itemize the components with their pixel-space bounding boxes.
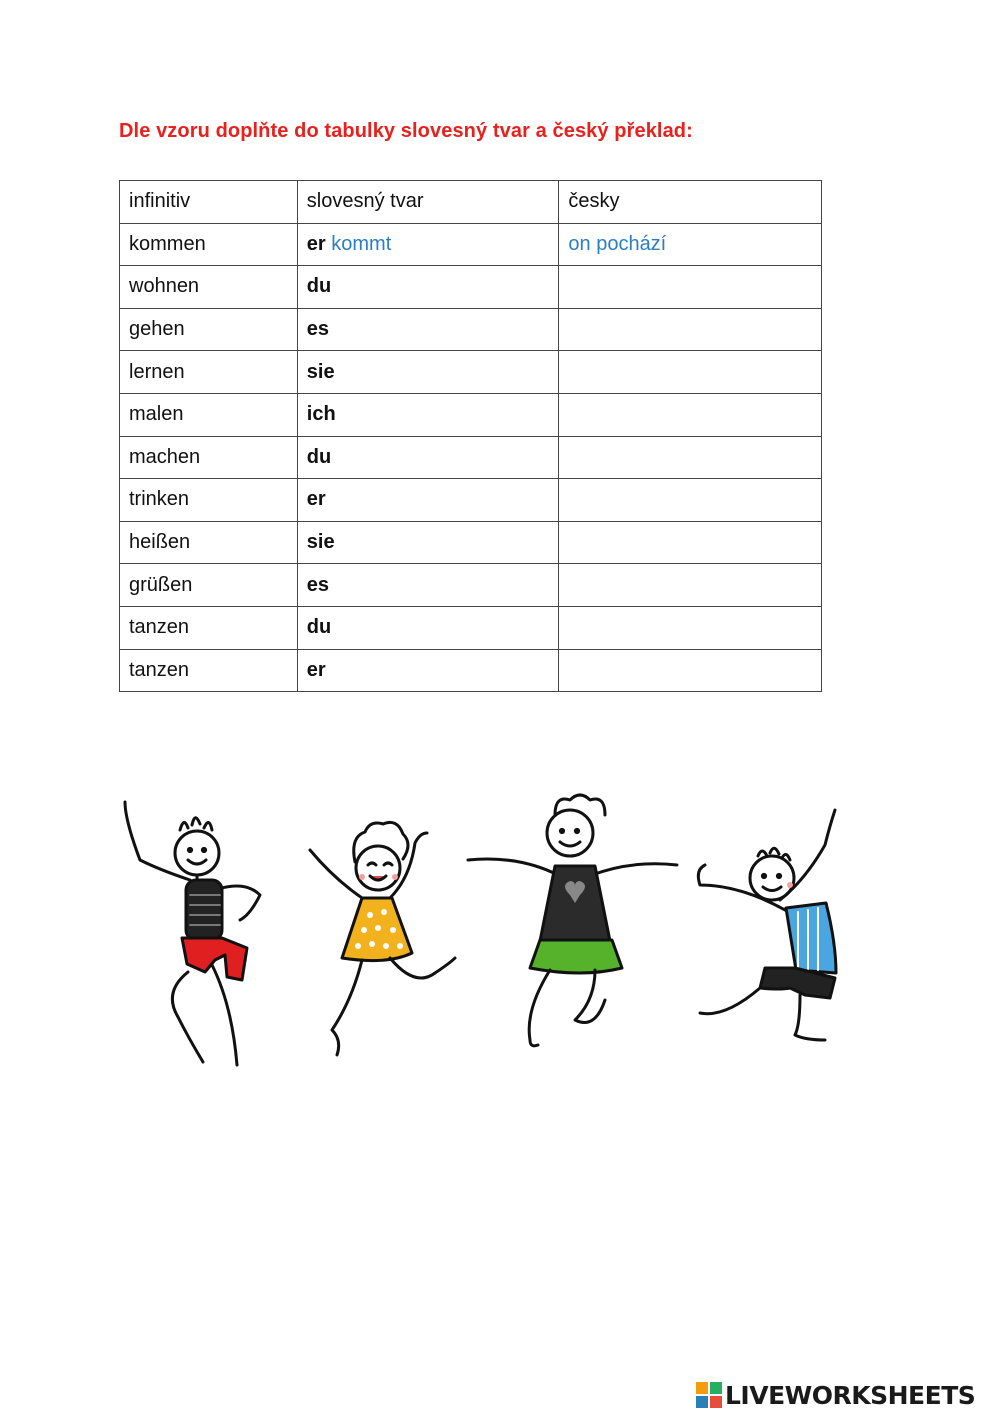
row-pronoun: es	[306, 573, 330, 596]
row-infinitive: trinken	[120, 479, 298, 522]
row-pronoun: sie	[306, 360, 335, 383]
header-czech: česky	[559, 181, 822, 224]
row-verb-form-input[interactable]	[297, 564, 559, 607]
row-verb-form-input[interactable]	[297, 649, 559, 692]
table-row	[120, 649, 822, 692]
row-verb-form-input[interactable]	[297, 266, 559, 309]
row-pronoun: es	[306, 318, 330, 341]
row-czech-input[interactable]	[559, 308, 822, 351]
row-infinitive: malen	[120, 393, 298, 436]
example-czech: on pochází	[559, 223, 822, 266]
row-pronoun: sie	[306, 531, 335, 554]
logo-text: LIVEWORKSHEETS	[725, 1380, 976, 1410]
row-verb-form-input[interactable]	[297, 521, 559, 564]
row-verb-form-input[interactable]	[297, 393, 559, 436]
table-header-row	[120, 181, 822, 224]
row-pronoun: er	[306, 658, 326, 681]
row-infinitive: gehen	[120, 308, 298, 351]
row-czech-input[interactable]	[559, 436, 822, 479]
table-row	[120, 351, 822, 394]
row-verb-form-input[interactable]	[297, 308, 559, 351]
row-verb-form-input[interactable]	[297, 436, 559, 479]
row-infinitive: tanzen	[120, 649, 298, 692]
row-verb-form-input[interactable]	[297, 606, 559, 649]
table-row	[120, 521, 822, 564]
example-form: kommt	[331, 232, 392, 255]
row-pronoun: du	[306, 616, 332, 639]
row-czech-input[interactable]	[559, 564, 822, 607]
dancer-girl-yellow-dress-icon	[310, 822, 455, 1055]
row-pronoun: du	[306, 445, 332, 468]
table-row	[120, 606, 822, 649]
example-row	[120, 223, 822, 266]
example-verb-form	[297, 223, 559, 266]
header-verb-form: slovesný tvar	[297, 181, 559, 224]
row-czech-input[interactable]	[559, 266, 822, 309]
dancer-boy-blue-shirt-icon	[698, 810, 836, 1040]
row-czech-input[interactable]	[559, 649, 822, 692]
table-row	[120, 436, 822, 479]
row-infinitive: tanzen	[120, 606, 298, 649]
row-verb-form-input[interactable]	[297, 351, 559, 394]
dancer-girl-green-skirt-icon	[468, 795, 677, 1046]
row-infinitive: grüßen	[120, 564, 298, 607]
row-czech-input[interactable]	[559, 393, 822, 436]
header-infinitive: infinitiv	[120, 181, 298, 224]
row-pronoun: ich	[306, 403, 336, 426]
row-pronoun: du	[306, 275, 332, 298]
example-pronoun: er	[306, 232, 326, 255]
example-infinitive: kommen	[120, 223, 298, 266]
row-czech-input[interactable]	[559, 479, 822, 522]
instruction-heading: Dle vzoru doplňte do tabulky slovesný tvar a český překlad:	[119, 120, 693, 142]
row-czech-input[interactable]	[559, 351, 822, 394]
liveworksheets-logo	[696, 1378, 975, 1412]
table-row	[120, 266, 822, 309]
table-row	[120, 308, 822, 351]
table-row	[120, 564, 822, 607]
liveworksheets-logo-icon	[696, 1382, 722, 1408]
row-infinitive: lernen	[120, 351, 298, 394]
row-verb-form-input[interactable]	[297, 479, 559, 522]
row-infinitive: machen	[120, 436, 298, 479]
row-czech-input[interactable]	[559, 521, 822, 564]
row-infinitive: heißen	[120, 521, 298, 564]
dancer-boy-red-shorts-icon	[125, 802, 260, 1065]
table-row	[120, 479, 822, 522]
table-row	[120, 393, 822, 436]
row-czech-input[interactable]	[559, 606, 822, 649]
row-infinitive: wohnen	[120, 266, 298, 309]
row-pronoun: er	[306, 488, 326, 511]
dancing-stick-figures-illustration	[100, 780, 870, 1080]
verb-table	[119, 180, 822, 692]
